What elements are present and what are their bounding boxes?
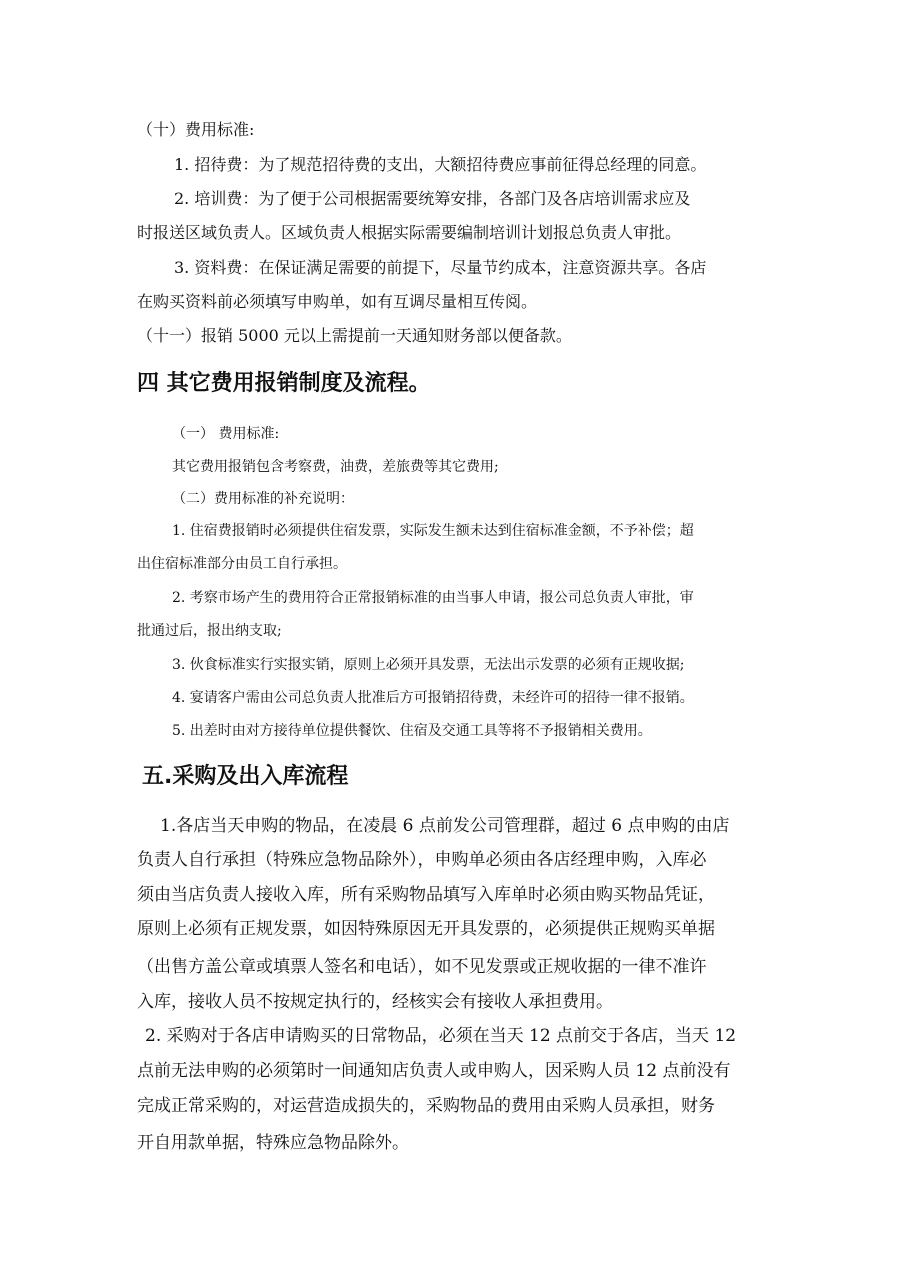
section-4-item-5: 5. 出差时由对方接待单位提供餐饮、住宿及交通工具等将不予报销相关费用。 [172,723,652,739]
section-4-heading: 四 其它费用报销制度及流程。 [137,371,431,396]
section-5-para-1-line-5: （出售方盖公章或填票人签名和电话），如不见发票或正规收据的一律不准许 [137,957,707,977]
section-5-para-2-line-4: 开自用款单据，特殊应急物品除外。 [137,1133,409,1153]
section-5-para-2-line-1: 2. 采购对于各店申请购买的日常物品，必须在当天 12 点前交于各店，当天 12 [145,1026,737,1046]
section-10-item-2-line-1: 2. 培训费：为了便于公司根据需要统筹安排，各部门及各店培训需求应及 [174,189,691,208]
section-5-heading: 五.采购及出入库流程 [142,764,349,789]
section-5-para-2-line-2: 点前无法申购的必须第时一间通知店负责人或申购人，因采购人员 12 点前没有 [137,1061,731,1081]
section-4-item-1-line-1: 1. 住宿费报销时必须提供住宿发票，实际发生额未达到住宿标准金额，不予补偿；超 [172,523,694,539]
section-5-para-1-line-3: 须由当店负责人接收入库，所有采购物品填写入库单时必须由购买物品凭证， [137,885,715,905]
section-5-para-1-line-6: 入库，接收人员不按规定执行的，经核实会有接收人承担费用。 [137,992,613,1012]
section-4-item-2-line-2: 批通过后，报出纳支取; [137,623,282,639]
section-4-item-3: 3. 伙食标准实行实报实销，原则上必须开具发票，无法出示发票的必须有正规收据; [172,657,685,673]
section-5-para-1-line-2: 负责人自行承担（特殊应急物品除外），申购单必须由各店经理申购，入库必 [137,850,707,870]
section-5-para-1-line-1: 1.各店当天申购的物品，在凌晨 6 点前发公司管理群，超过 6 点申购的由店 [160,816,730,836]
section-4-sub-1-title: （一） 费用标准: [172,426,280,442]
section-10-item-3-line-1: 3. 资料费：在保证满足需要的前提下，尽量节约成本，注意资源共享。各店 [174,258,707,277]
section-11-text: （十一）报销 5000 元以上需提前一天通知财务部以便备款。 [137,326,572,345]
section-10-item-2-line-2: 时报送区域负责人。区域负责人根据实际需要编制培训计划报总负责人审批。 [137,223,682,242]
section-5-para-1-line-4: 原则上必须有正规发票，如因特殊原因无开具发票的，必须提供正规购买单据 [137,919,715,939]
section-4-item-1-line-2: 出住宿标准部分由员工自行承担。 [137,556,347,572]
section-5-para-2-line-3: 完成正常采购的，对运营造成损失的，采购物品的费用由采购人员承担，财务 [137,1096,715,1116]
section-4-sub-2-title: （二）费用标准的补充说明： [172,491,354,507]
section-4-item-4: 4. 宴请客户需由公司总负责人批准后方可报销招待费，未经许可的招待一律不报销。 [172,690,694,706]
section-10-item-3-line-2: 在购买资料前必须填写申购单，如有互调尽量相互传阅。 [137,292,538,311]
section-4-sub-1-text: 其它费用报销包含考察费，油费，差旅费等其它费用; [172,459,499,475]
section-10-item-1: 1. 招待费：为了规范招待费的支出，大额招待费应事前征得总经理的同意。 [174,155,707,174]
section-10-heading: （十）费用标准: [137,120,255,139]
section-4-item-2-line-1: 2. 考察市场产生的费用符合正常报销标准的由当事人申请，报公司总负责人审批，审 [172,590,694,606]
